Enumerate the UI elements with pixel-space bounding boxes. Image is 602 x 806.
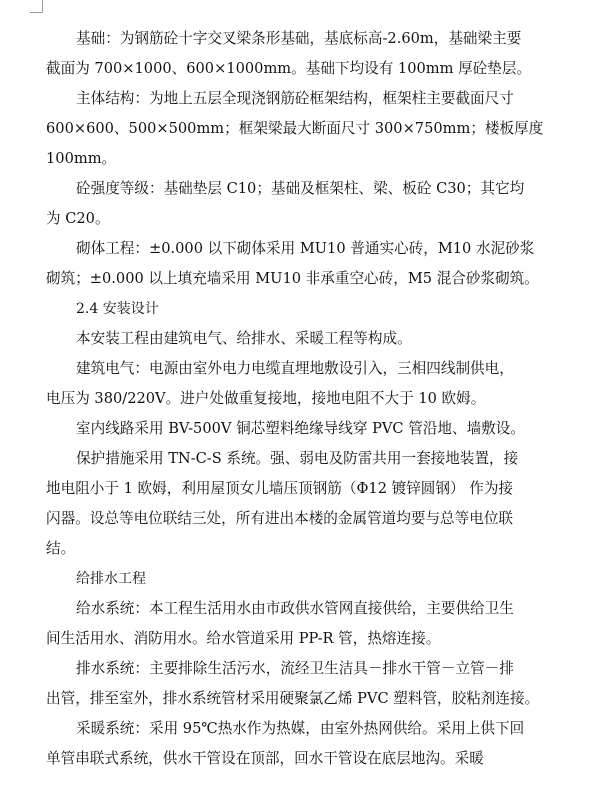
page-corner-mark [30, 0, 43, 13]
masonry-paragraph-line-2: 砌筑；±0.000 以上填充墙采用 MU10 非承重空心砖，M5 混合砂浆砌筑。 [46, 270, 539, 287]
concrete-grade-paragraph-line-2: 为 C20。 [46, 210, 110, 227]
foundation-paragraph-line-1: 基础：为钢筋砼十字交叉梁条形基础，基底标高-2.60m，基础梁主要 [76, 30, 522, 47]
main-structure-paragraph-line-1: 主体结构：为地上五层全现浇钢筋砼框架结构，框架柱主要截面尺寸 [76, 90, 514, 107]
installation-intro-paragraph: 本安装工程由建筑电气、给排水、采暖工程等构成。 [76, 330, 412, 347]
concrete-grade-paragraph-line-1: 砼强度等级：基础垫层 C10；基础及框架柱、梁、板砼 C30；其它均 [76, 180, 525, 197]
electrical-paragraph-line-2: 电压为 380/220V。进户处做重复接地，接地电阻不大于 10 欧姆。 [46, 390, 486, 407]
protection-paragraph-line-1: 保护措施采用 TN-C-S 系统。强、弱电及防雷共用一套接地装置，接 [76, 450, 519, 467]
protection-paragraph-line-2: 地电阻小于 1 欧姆，利用屋顶女儿墙压顶钢筋（Φ12 镀锌圆钢） 作为接 [46, 480, 514, 497]
masonry-paragraph-line-1: 砌体工程：±0.000 以下砌体采用 MU10 普通实心砖，M10 水泥砂浆 [76, 240, 535, 257]
main-structure-paragraph-line-2: 600×600、500×500mm；框架梁最大断面尺寸 300×750mm；楼板厚度 [46, 120, 544, 137]
drainage-paragraph-line-1: 排水系统：主要排除生活污水，流经卫生洁具－排水干管－立管－排 [76, 660, 514, 677]
main-structure-paragraph-line-3: 100mm。 [46, 150, 117, 167]
protection-paragraph-line-4: 结。 [46, 540, 76, 557]
section-heading-water-supply-drainage: 给排水工程 [76, 571, 146, 587]
page-bottom-edge [0, 800, 602, 806]
indoor-wiring-paragraph: 室内线路采用 BV-500V 铜芯塑料绝缘导线穿 PVC 管沿地、墙敷设。 [76, 420, 525, 437]
electrical-paragraph-line-1: 建筑电气：电源由室外电力电缆直埋地敷设引入，三相四线制供电， [76, 360, 514, 377]
document-page [46, 24, 574, 774]
drainage-paragraph-line-2: 出管，排至室外，排水系统管材采用硬聚氯乙烯 PVC 塑料管，胶粘剂连接。 [46, 690, 540, 707]
water-supply-paragraph-line-1: 给水系统：本工程生活用水由市政供水管网直接供给，主要供给卫生 [76, 600, 514, 617]
section-heading-installation-design: 2.4 安装设计 [76, 301, 159, 317]
water-supply-paragraph-line-2: 间生活用水、消防用水。给水管道采用 PP-R 管，热熔连接。 [46, 630, 441, 647]
foundation-paragraph-line-2: 截面为 700×1000、600×1000mm。基础下均设有 100mm 厚砼垫层。 [46, 60, 532, 77]
heating-paragraph-line-2: 单管串联式系统，供水干管设在顶部，回水干管设在底层地沟。采暖 [46, 750, 484, 767]
protection-paragraph-line-3: 闪器。设总等电位联结三处，所有进出本楼的金属管道均要与总等电位联 [46, 510, 514, 527]
heating-paragraph-line-1: 采暖系统：采用 95℃热水作为热媒，由室外热网供给。采用上供下回 [76, 720, 525, 737]
